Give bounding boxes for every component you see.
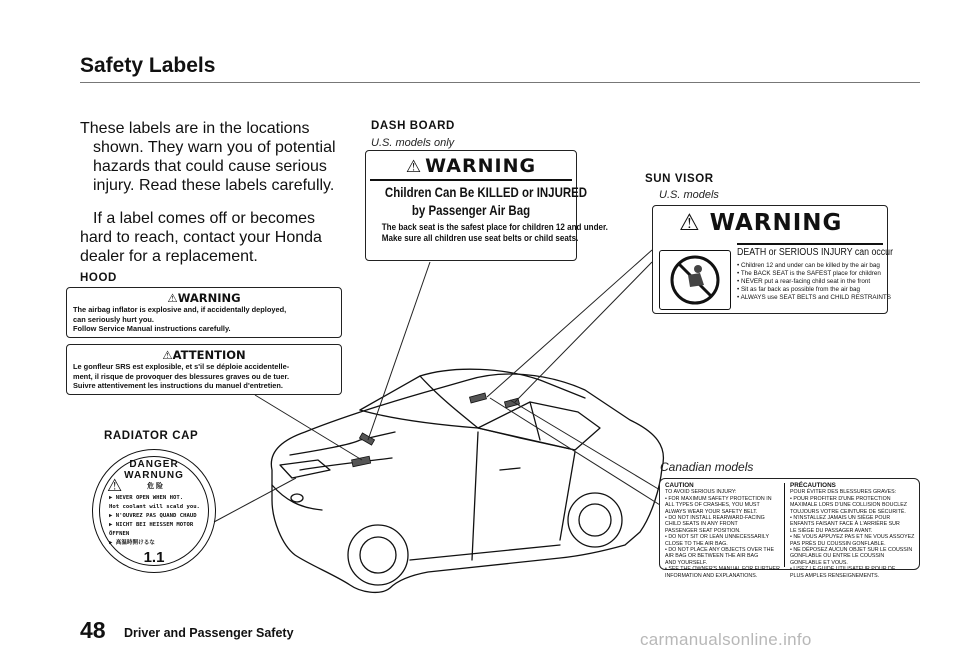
list-item: • Children 12 and under can be killed by the air bag	[737, 262, 880, 269]
canadian-line: MAXIMALE LORS D'UNE COLLISION BOUCLEZ	[790, 502, 907, 509]
hood-warning-text: WARNING	[177, 291, 241, 305]
canadian-line: • NE VOUS APPUYEZ PAS ET NE VOUS ASSOYEZ	[790, 534, 915, 541]
canadian-line: ALWAYS WEAR YOUR SAFETY BELT.	[665, 508, 758, 515]
warning-triangle-icon: ⚠	[162, 348, 173, 362]
hood-warning-title	[73, 291, 335, 305]
dash-line-2: by Passenger Air Bag	[411, 202, 531, 218]
canadian-line: CLOSE TO THE AIR BAG.	[665, 540, 728, 547]
dash-line-1: Children Can Be KILLED or INJURED	[384, 184, 588, 200]
watermark: carmanualsonline.info	[640, 630, 812, 649]
warning-triangle-icon: ⚠	[167, 291, 178, 305]
canadian-line: PAS PRÈS DU COUSSIN GONFLABLE.	[790, 540, 886, 547]
radiator-title-2: WARNUNG	[124, 470, 184, 481]
canadian-left-column	[665, 483, 780, 579]
visor-warning-title	[679, 210, 842, 236]
hood-attention-label	[66, 344, 342, 395]
sun-visor-label	[652, 205, 894, 314]
footer-section-title: Driver and Passenger Safety	[124, 626, 294, 640]
canadian-line: • POUR PROFITER D'UNE PROTECTION	[790, 495, 891, 502]
canadian-line: • SEE THE OWNER'S MANUAL FOR FURTHER	[665, 566, 780, 573]
warning-triangle-icon: ⚠	[107, 476, 123, 495]
canadian-line: ALL TYPES OF CRASHES, YOU MUST	[665, 502, 760, 509]
canadian-caption: Canadian models	[660, 460, 754, 474]
sun-visor-subheading: U.S. models	[659, 189, 719, 201]
radiator-line: ▶ NICHT BEI HEISSEM MOTOR	[109, 522, 194, 528]
hood-warning-line: The airbag inflator is explosive and, if accidentally deployed,	[73, 305, 287, 314]
list-item: • NEVER put a rear-facing child seat in the front	[737, 278, 871, 285]
canadian-line: • DO NOT PLACE ANY OBJECTS OVER THE	[665, 547, 774, 554]
list-item: • The BACK SEAT is the SAFEST place for children	[737, 270, 881, 277]
canadian-line: AND YOURSELF.	[665, 559, 707, 566]
warning-triangle-icon: ⚠	[405, 157, 423, 177]
radiator-cap-heading: RADIATOR CAP	[104, 430, 199, 442]
canadian-line: GONFLABLE OU ENTRE LE COUSSIN	[790, 553, 885, 560]
canadian-right-heading: PRÉCAUTIONS	[790, 482, 836, 489]
canadian-line: PASSENGER SEAT POSITION.	[665, 527, 741, 534]
canadian-line: • DO NOT SIT OR LEAN UNNECESSARILY	[665, 534, 769, 541]
canadian-line: • DO NOT INSTALL REARWARD-FACING	[665, 515, 765, 522]
visor-warning-text: WARNING	[709, 210, 843, 236]
sun-visor-heading: SUN VISOR	[645, 173, 714, 185]
canadian-line: • FOR MAXIMUM SAFETY PROTECTION IN	[665, 495, 772, 502]
canadian-line: INFORMATION AND EXPLANATIONS.	[665, 572, 758, 579]
visor-item-list	[737, 262, 891, 302]
canadian-line: PLUS AMPLES RENSEIGNEMENTS.	[790, 572, 880, 579]
visor-death-line: DEATH or SERIOUS INJURY can occur	[737, 247, 894, 258]
hood-heading: HOOD	[80, 272, 117, 284]
hood-attention-line: Le gonfleur SRS est explosible, et s'il se déploie accidentelle-	[73, 362, 290, 371]
dash-warning-text: WARNING	[425, 155, 537, 177]
hood-attention-line: ment, il risque de provoquer des blessures graves ou de tuer.	[73, 371, 290, 381]
radiator-line: ÖFFNEN	[109, 531, 130, 537]
dash-divider	[370, 179, 572, 181]
canadian-line: CHILD SEATS IN ANY FRONT	[665, 521, 738, 528]
canadian-line: AIR BAG OR BETWEEN THE AIR BAG	[665, 553, 759, 560]
radiator-line: ▶ NEVER OPEN WHEN HOT.	[109, 495, 184, 501]
dash-board-subheading: U.S. models only	[371, 137, 455, 149]
canadian-left-heading: CAUTION	[665, 482, 694, 489]
dash-line-4: Make sure all children use seat belts or child seats.	[381, 233, 579, 244]
canadian-right-column	[790, 483, 914, 579]
hood-attention-line: Suivre attentivement les instructions du manuel d'entretien.	[73, 381, 283, 390]
page-title: Safety Labels	[80, 54, 216, 77]
canadian-divider	[784, 483, 785, 567]
dash-warning-title	[366, 155, 576, 177]
radiator-line: Hot coolant will scald you.	[109, 504, 200, 510]
radiator-lines	[109, 494, 200, 548]
page-number: 48	[80, 617, 106, 643]
hood-warning-line: Follow Service Manual instructions carefully.	[73, 324, 231, 333]
canadian-line: • LISEZ LE GUIDE UTILISATEUR POUR DE	[790, 566, 896, 573]
radiator-cap-label	[92, 449, 216, 573]
hood-warning-line: can seriously hurt you.	[73, 314, 154, 324]
canadian-label	[659, 478, 920, 579]
warning-triangle-icon: ⚠	[679, 210, 701, 236]
canadian-line: GONFLABLE ET VOUS.	[790, 559, 848, 566]
dash-board-label	[365, 150, 608, 261]
list-item: • Sit as far back as possible from the air bag	[737, 286, 860, 293]
hood-attention-title	[73, 348, 335, 362]
hood-attention-text: ATTENTION	[172, 348, 246, 362]
canadian-line: LE SIÈGE DU PASSAGER AVANT.	[790, 527, 873, 534]
canadian-line: POUR ÉVITER DES BLESSURES GRAVES:	[790, 489, 897, 496]
canadian-line: TO AVOID SERIOUS INJURY:	[665, 489, 737, 496]
radiator-title-1: DANGER	[129, 459, 179, 470]
dash-board-heading: DASH BOARD	[371, 120, 455, 132]
no-rear-facing-seat-icon	[659, 250, 731, 310]
visor-divider	[737, 243, 883, 245]
canadian-line: • NE DÉPOSEZ AUCUN OBJET SUR LE COUSSIN	[790, 547, 913, 554]
canadian-line: TOUJOURS VOTRE CEINTURE DE SÉCURITÉ.	[790, 508, 906, 515]
radiator-line: ▶ 高温時開けるな	[109, 540, 155, 546]
hood-warning-label	[66, 287, 342, 338]
radiator-rating: 1.1	[143, 549, 165, 566]
radiator-line: ▶ N'OUVREZ PAS QUAND CHAUD	[109, 513, 197, 519]
list-item: • ALWAYS use SEAT BELTS and CHILD RESTRAINTS	[737, 294, 891, 301]
intro-paragraph-2: If a label comes off or becomes hard to reach, contact your Honda dealer for a replacement.	[80, 210, 322, 265]
canadian-line: ENFANTS FAISANT FACE À L'ARRIÈRE SUR	[790, 521, 900, 528]
radiator-title-3: 危 险	[147, 483, 163, 490]
dash-line-3: The back seat is the safest place for children 12 and under.	[381, 222, 608, 233]
canadian-line: • N'INSTALLEZ JAMAIS UN SIÈGE POUR	[790, 515, 891, 522]
intro-paragraph-1: These labels are in the locations shown. They warn you of potential hazards that could cause serious injury. Read these labels carefully.	[80, 120, 336, 194]
